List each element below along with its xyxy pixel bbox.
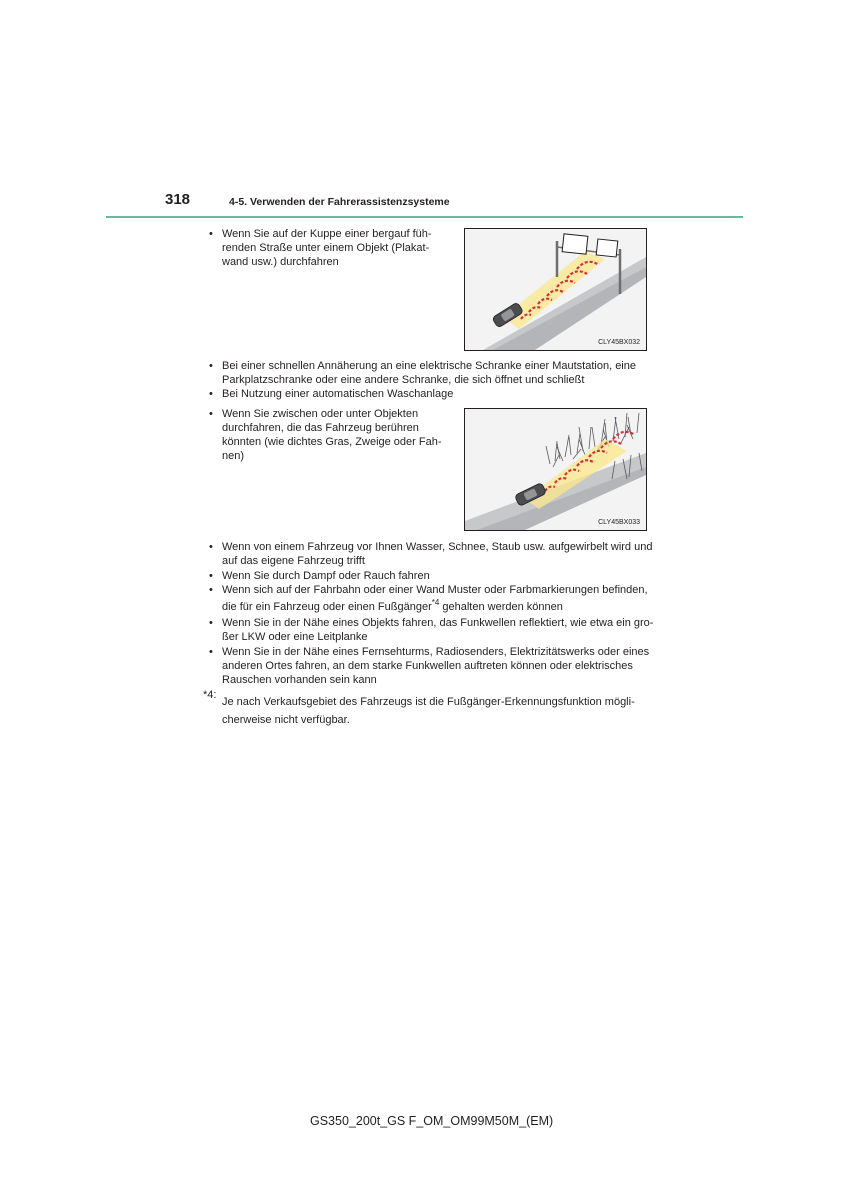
footnote-mark: *4:: [203, 689, 217, 701]
billboard-scene-icon: [465, 229, 646, 350]
list-item: Wenn sich auf der Fahrbahn oder einer Wand Muster oder Farbmarkierungen befinden, die für ein Fahrzeug oder einen Fußgänger$^{*4}$ gehalten werden können: [222, 584, 648, 613]
list-item: Wenn Sie in der Nähe eines Fernsehturms, Radiosenders, Elektrizitätswerks oder eines anderen Ortes fahren, an dem starke Funkwellen auftreten können oder elektrisches Rauschen vorhanden sein kann: [222, 646, 650, 686]
list-item: Wenn Sie zwischen oder unter Objekten durchfahren, die das Fahrzeug berühren könnten (wie dichtes Gras, Zweige oder Fah- nen): [222, 408, 442, 462]
figure-grass-illustration: [464, 408, 647, 531]
bullet-dot-icon: •: [209, 541, 213, 553]
figure-code: CLY45BX033: [598, 519, 640, 526]
bullet-dot-icon: •: [209, 617, 213, 629]
figure-code: CLY45BX032: [598, 339, 640, 346]
footnote-text: Je nach Verkaufsgebiet des Fahrzeugs ist die Fußgänger-Erkennungsfunktion mögli- cherweise nicht verfügbar.: [222, 696, 635, 726]
list-item: Bei Nutzung einer automatischen Waschanlage: [222, 388, 454, 400]
grass-scene-icon: [465, 409, 646, 530]
list-item: Bei einer schnellen Annäherung an eine elektrische Schranke einer Mautstation, eine Parkplatzschranke oder eine andere Schranke, die sich öffnet und schließt: [222, 360, 636, 386]
bullet-dot-icon: •: [209, 408, 213, 420]
footnote-reference: *4: [431, 598, 440, 607]
list-item: Wenn Sie durch Dampf oder Rauch fahren: [222, 570, 430, 582]
bullet-dot-icon: •: [209, 388, 213, 400]
bullet-dot-icon: •: [209, 646, 213, 658]
header-divider: [106, 216, 743, 218]
list-item: Wenn von einem Fahrzeug vor Ihnen Wasser, Schnee, Staub usw. aufgewirbelt wird und auf das eigene Fahrzeug trifft: [222, 541, 653, 567]
list-item: Wenn Sie in der Nähe eines Objekts fahren, das Funkwellen reflektiert, wie etwa ein gro- ßer LKW oder eine Leitplanke: [222, 617, 654, 643]
bullet-dot-icon: •: [209, 360, 213, 372]
bullet-dot-icon: •: [209, 570, 213, 582]
bullet-dot-icon: •: [209, 584, 213, 596]
section-title: 4-5. Verwenden der Fahrerassistenzsysteme: [229, 196, 450, 208]
figure-billboard-illustration: [464, 228, 647, 351]
list-item: Wenn Sie auf der Kuppe einer bergauf füh- renden Straße unter einem Objekt (Plakat- wand usw.) durchfahren: [222, 228, 432, 268]
document-code: GS350_200t_GS F_OM_OM99M50M_(EM): [310, 1114, 554, 1128]
page-number: 318: [165, 191, 191, 208]
bullet-dot-icon: •: [209, 228, 213, 240]
